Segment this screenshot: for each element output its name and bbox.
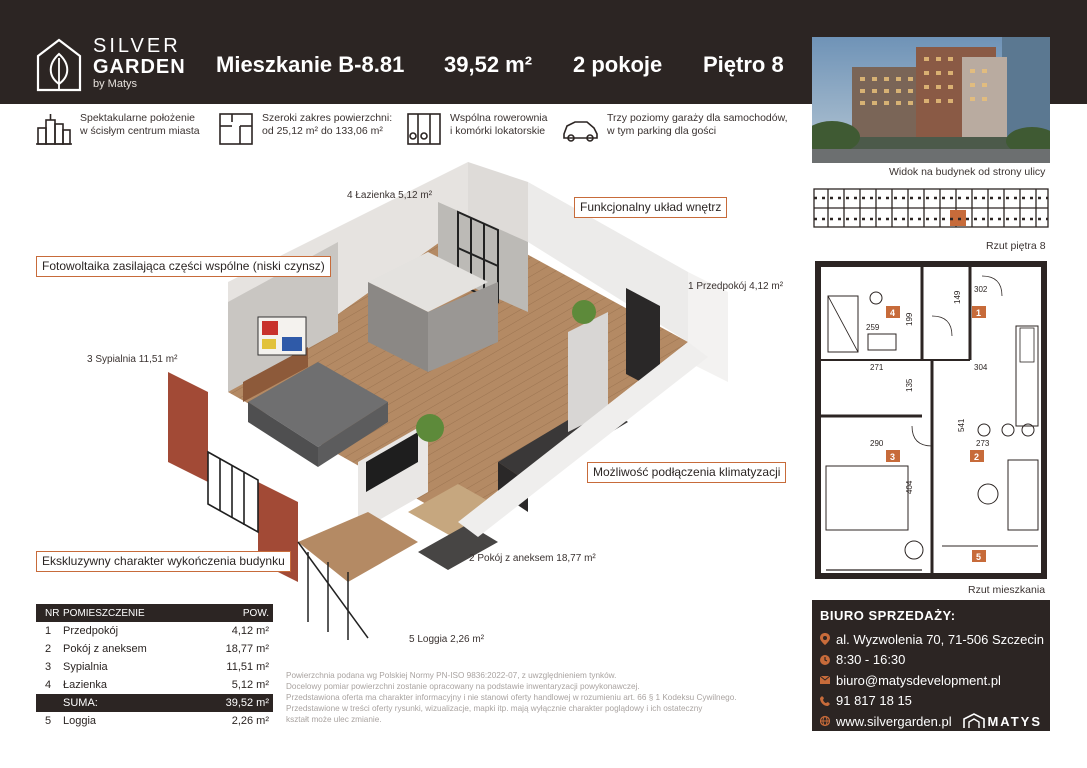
label-living-room: 2 Pokój z aneksem 18,77 m² xyxy=(469,553,596,564)
floor-plan-caption: Rzut piętra 8 xyxy=(986,240,1046,252)
sales-website-row[interactable] xyxy=(820,711,1042,732)
phone-icon xyxy=(820,695,830,707)
table-cell-nr: 4 xyxy=(45,679,52,691)
label-bathroom: 4 Łazienka 5,12 m² xyxy=(347,190,433,201)
feature-parking xyxy=(561,112,788,148)
envelope-icon xyxy=(820,674,830,686)
plan-dim-271: 271 xyxy=(870,363,884,372)
brand-line2: GARDEN xyxy=(93,56,186,78)
brand-line1: SILVER xyxy=(93,35,181,57)
label-loggia: 5 Loggia 2,26 m² xyxy=(409,634,485,645)
photo-caption: Widok na budynek od strony ulicy xyxy=(889,166,1046,178)
table-row xyxy=(36,658,273,676)
table-cell-room: Pokój z aneksem xyxy=(63,643,147,655)
table-sum-row xyxy=(36,694,273,712)
disclaimer-line: kształt może ulec zmianie. xyxy=(286,715,382,724)
table-header-area: POW. xyxy=(242,607,269,619)
table-header xyxy=(36,604,273,622)
callout-functional-layout: Funkcjonalny układ wnętrz xyxy=(574,197,727,218)
table-row xyxy=(36,622,273,640)
room-area-table xyxy=(36,604,273,730)
feature-area-line2: od 25,12 m² do 133,06 m² xyxy=(262,125,383,137)
table-row xyxy=(36,676,273,694)
feature-storage-line2: i komórki lokatorskie xyxy=(450,125,546,137)
plan-room-3: 3 xyxy=(890,452,896,462)
matys-logo-text: MATYS xyxy=(987,713,1042,729)
disclaimer-line: Docelowy pomiar powierzchni zostanie opracowany na podstawie inwentaryzacji powykonawczej. xyxy=(286,682,640,691)
apartment-plan xyxy=(812,256,1050,584)
plan-dim-404: 404 xyxy=(905,480,914,494)
callout-air-conditioning: Możliwość podłączenia klimatyzacji xyxy=(587,462,786,483)
globe-icon xyxy=(820,715,830,727)
clock-icon xyxy=(820,654,830,666)
table-row xyxy=(36,640,273,658)
sales-hours-row xyxy=(820,650,1042,671)
feature-parking-line2: w tym parking dla gości xyxy=(607,125,717,137)
plan-room-1: 1 xyxy=(976,308,982,318)
table-cell-room: Łazienka xyxy=(63,679,108,691)
floorplan-icon xyxy=(218,112,254,146)
table-cell-area: 11,51 m² xyxy=(226,661,269,673)
feature-storage-line1: Wspólna rowerownia xyxy=(450,112,548,124)
sales-address-row xyxy=(820,629,1042,650)
feature-location-line2: w ścisłym centrum miasta xyxy=(80,125,200,137)
plan-dim-273: 273 xyxy=(976,439,990,448)
table-cell-nr: 3 xyxy=(45,661,52,673)
storage-icon xyxy=(406,112,442,146)
legal-disclaimer xyxy=(286,670,786,725)
sales-email-row[interactable] xyxy=(820,670,1042,691)
plan-dim-199: 199 xyxy=(905,312,914,326)
table-cell-area: 4,12 m² xyxy=(231,625,269,637)
sales-website[interactable]: www.silvergarden.pl xyxy=(836,713,952,729)
sales-phone-row[interactable] xyxy=(820,691,1042,712)
plan-dim-290: 290 xyxy=(870,439,884,448)
table-cell-area: 2,26 m² xyxy=(231,715,269,727)
table-cell-nr: 5 xyxy=(45,715,52,727)
plan-room-2: 2 xyxy=(974,452,980,462)
brand-wordmark xyxy=(93,36,186,91)
apartment-plan-caption: Rzut mieszkania xyxy=(968,584,1046,596)
table-cell-area: 5,12 m² xyxy=(231,679,269,691)
table-cell-room: Przedpokój xyxy=(63,625,119,637)
plan-dim-302: 302 xyxy=(974,285,988,294)
table-cell-nr: 1 xyxy=(45,625,52,637)
table-cell-nr: 2 xyxy=(45,643,52,655)
sales-office-box xyxy=(812,600,1050,731)
apartment-rooms: 2 pokoje xyxy=(573,52,663,77)
plan-room-5: 5 xyxy=(976,552,982,562)
silver-garden-leaf-logo-icon xyxy=(36,38,82,92)
sales-phone[interactable]: 91 817 18 15 xyxy=(836,693,912,709)
table-header-room: POMIESZCZENIE xyxy=(63,607,145,619)
table-cell-area: 18,77 m² xyxy=(225,643,269,655)
building-photo xyxy=(812,37,1050,163)
table-sum-area: 39,52 m² xyxy=(225,697,269,709)
table-header-nr: NR xyxy=(45,607,60,619)
feature-area-range xyxy=(218,112,392,148)
label-bedroom: 3 Sypialnia 11,51 m² xyxy=(87,354,178,365)
sales-email[interactable]: biuro@matysdevelopment.pl xyxy=(836,672,1001,688)
car-icon xyxy=(561,112,599,146)
apartment-area: 39,52 m² xyxy=(444,52,533,77)
table-sum-label: SUMA: xyxy=(63,697,98,709)
city-icon xyxy=(36,112,72,146)
feature-location xyxy=(36,112,200,148)
feature-location-line1: Spektakularne położenie xyxy=(80,112,195,124)
feature-parking-line1: Trzy poziomy garaży dla samochodów, xyxy=(607,112,788,124)
apartment-title: Mieszkanie B-8.81 xyxy=(216,52,405,77)
disclaimer-line: Powierzchnia podana wg Polskiej Normy PN-ISO 9836:2022-07, z uwzględnieniem tynków. xyxy=(286,671,617,680)
plan-dim-135: 135 xyxy=(905,378,914,392)
plan-room-4: 4 xyxy=(890,308,896,318)
feature-area-line1: Szeroki zakres powierzchni: xyxy=(262,112,393,124)
matys-logo xyxy=(963,713,1042,729)
feature-storage xyxy=(406,112,547,148)
matys-house-icon xyxy=(963,713,985,729)
disclaimer-line: Przedstawione w treści oferty rysunki, wizualizacje, mapki itp. mają wyłącznie charakter poglądowy i ich ostateczny xyxy=(286,704,703,713)
callout-exclusive-finish: Ekskluzywny charakter wykończenia budynku xyxy=(36,551,291,572)
disclaimer-line: Przedstawiona oferta ma charakter informacyjny i nie stanowi oferty handlowej w rozumieniu art. 66 § 1 Kodeksu Cywilnego. xyxy=(286,693,737,702)
label-hallway: 1 Przedpokój 4,12 m² xyxy=(688,281,784,292)
plan-dim-259: 259 xyxy=(866,323,880,332)
table-row xyxy=(36,712,273,730)
plan-dim-149: 149 xyxy=(953,290,962,304)
table-cell-room: Sypialnia xyxy=(63,661,108,673)
apartment-floor: Piętro 8 xyxy=(703,52,784,77)
floor-key-plan xyxy=(812,186,1050,238)
table-cell-room: Loggia xyxy=(63,715,97,727)
sales-address: al. Wyzwolenia 70, 71-506 Szczecin xyxy=(836,631,1044,647)
sales-hours: 8:30 - 16:30 xyxy=(836,652,906,668)
callout-photovoltaics: Fotowoltaika zasilająca części wspólne (niski czynsz) xyxy=(36,256,331,277)
plan-dim-541: 541 xyxy=(957,418,966,432)
location-pin-icon xyxy=(820,633,830,645)
plan-dim-304: 304 xyxy=(974,363,988,372)
brand-line3: by Matys xyxy=(93,78,138,90)
sales-office-title: BIURO SPRZEDAŻY: xyxy=(820,608,956,623)
